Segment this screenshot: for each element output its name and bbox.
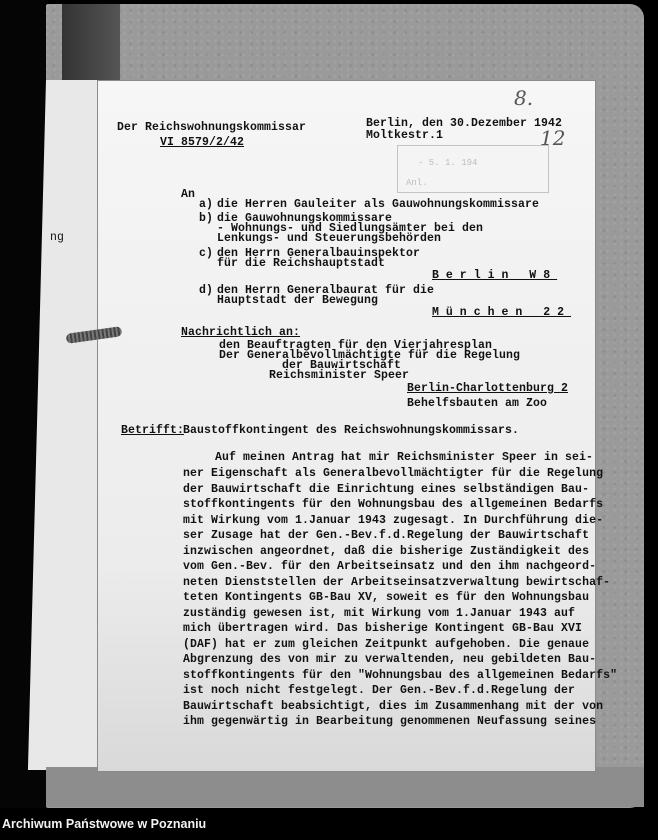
archive-credit: Archiwum Państwowe w Poznaniu	[2, 817, 207, 831]
recipient-b-line: Lenkungs- und Steuerungsbehörden	[217, 232, 442, 245]
body-line: neten Dienststellen der Arbeitseinsatzverwaltung bewirtschaf-	[183, 576, 611, 589]
body-line: Abgrenzung des von mir zu verwaltenden, neu gebildeten Bau-	[183, 653, 597, 666]
folder-bottom-edge	[46, 767, 644, 807]
subject-label: Betrifft:	[121, 424, 185, 437]
body-line: vom Gen.-Bev. für den Arbeitseinsatz und den ihm nachgeord-	[183, 560, 597, 573]
cc-line: Reichsminister Speer	[269, 369, 410, 382]
body-line: ner Eigenschaft als Generalbevollmächtigter für die Regelung	[183, 467, 604, 480]
body-line: inzwischen angeordnet, daß die bisherige Zuständigkeit des	[183, 545, 590, 558]
subject-text: Baustoffkontingent des Reichswohnungskommissars.	[183, 424, 520, 437]
body-line: zuständig gewesen ist, mit Wirkung vom 1.Januar 1943 auf	[183, 607, 576, 620]
cc-city: Berlin-Charlottenburg 2	[407, 382, 569, 395]
recipient-d-line: Hauptstadt der Bewegung	[217, 294, 379, 307]
folder-spine	[62, 4, 120, 82]
recipient-c-line: den Herrn Generalbauinspektor	[217, 247, 421, 260]
stamp-date: - 5. 1. 194	[418, 158, 478, 168]
recipient-mark-a: a)	[199, 198, 214, 211]
recipient-d-city: München 22	[432, 306, 572, 319]
handwritten-folio-side: 12	[540, 126, 566, 150]
body-line: mit Wirkung vom 1.Januar 1943 zugesagt. In Durchführung die-	[183, 514, 604, 527]
recipient-d-line: den Herrn Generalbaurat für die	[217, 284, 435, 297]
body-line: ser Zusage hat der Gen.-Bev.f.d.Regelung der Bauwirtschaft	[183, 529, 590, 542]
body-line: Auf meinen Antrag hat mir Reichsminister Speer in sei-	[215, 451, 594, 464]
cc-line: den Beauftragten für den Vierjahresplan	[219, 339, 493, 352]
body-line: (DAF) hat er zum gleichen Zeitpunkt aufgehoben. Die genaue	[183, 638, 590, 651]
recipient-mark-d: d)	[199, 284, 214, 297]
recipient-c-line: für die Reichshauptstadt	[217, 257, 386, 270]
body-line: stoffkontingents für den "Wohnungsbau des allgemeinen Bedarfs"	[183, 669, 618, 682]
body-line: der Bauwirtschaft die Einrichtung eines selbständigen Bau-	[183, 483, 590, 496]
body-line: teten Kontingents GB-Bau XV, soweit es für den Wohnungsbau	[183, 591, 590, 604]
cc-line: der Bauwirtschaft	[282, 359, 402, 372]
recipient-b-line: die Gauwohnungskommissare	[217, 212, 393, 225]
received-stamp	[397, 145, 549, 193]
street-address: Moltkestr.1	[366, 129, 444, 142]
body-line: mich übertragen wird. Das bisherige Kontingent GB-Bau XVI	[183, 622, 583, 635]
recipient-b-line: - Wohnungs- und Siedlungsämter bei den	[217, 222, 484, 235]
reference-number: VI 8579/2/42	[160, 136, 245, 149]
body-line: ist noch nicht festgelegt. Der Gen.-Bev.f.d.Regelung der	[183, 684, 576, 697]
body-line: stoffkontingents für den Wohnungsbau des allgemeinen Bedarfs	[183, 498, 604, 511]
stamp-annex: Anl.	[406, 178, 428, 188]
recipient-c-city: Berlin W8	[432, 269, 558, 282]
recipient-mark-b: b)	[199, 212, 214, 225]
recipient-a-line: die Herren Gauleiter als Gauwohnungskommissare	[217, 198, 540, 211]
cc-line: Der Generalbevollmächtigte für die Regelung	[219, 349, 521, 362]
handwritten-folio-top: 8.	[514, 86, 534, 110]
recipients-label: An	[181, 188, 196, 201]
cc-city-sub: Behelfsbauten am Zoo	[407, 397, 548, 410]
underlying-page-text: ng	[50, 231, 65, 244]
recipient-mark-c: c)	[199, 247, 214, 260]
cc-label: Nachrichtlich an:	[181, 326, 301, 339]
body-line: ihm gegenwärtig in Bearbeitung genommenen Neufassung seines	[183, 715, 597, 728]
sender: Der Reichswohnungskommissar	[117, 121, 307, 134]
place-date: Berlin, den 30.Dezember 1942	[366, 117, 563, 130]
body-line: Bauwirtschaft beabsichtigt, dies im Zusammenhang mit der von	[183, 700, 604, 713]
